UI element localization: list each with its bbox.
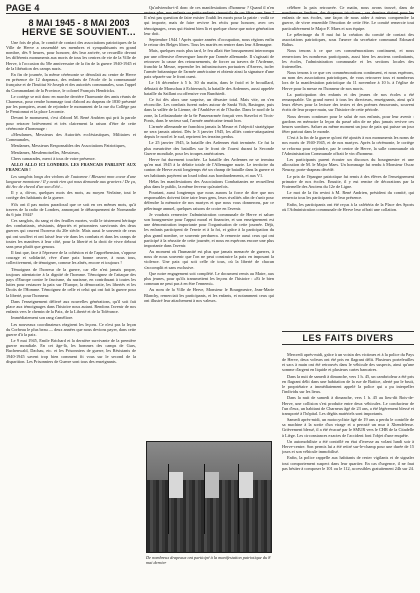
article-column-3 (282, 5, 414, 325)
flag-icon (239, 472, 253, 498)
paragraph: Nous tenons à ce que ces commémorations continuent, et nous remercions les nombreux participants, aussi bien les anciens combattants, les écoles, l'administration communale et les sections locales des fraternelles. (282, 48, 414, 69)
paragraph: Les participants purent écouter un discours du bourgmestre et une allocution de M. le Major Maes. Un hommage fut rendu à Monsieur Oscar Neuray, porte-drapeau décédé. (282, 157, 414, 173)
paragraph: Le 9 mai 1945, Emile Brichard et la dernière survivante de la première guerre mondiale. En cet âge-là, les hommes des camps de Gurs, Buchenwald, Dachau, etc. et les Prisonniers de guerre, les Résistants de 1940-1945 savent trop bien comment fit vous sur le second de la disparition. Les Prisonniers de Guerre sont tous des enseignants. (6, 338, 136, 364)
flag-icon (205, 472, 219, 498)
paragraph: Un automobiliste a été contrôlé en état d'ivresse au volant lundi soir à Herve-centre. Son permis lui a été retiré sur-le-champ pour une durée de 15 jours et son véhicule immobilisé. (282, 438, 414, 455)
paragraph: Herve fut durement touchée. La bataille des Ardennes ne se termina qu'en mai 1945 à la défaite totale de l'Allemagne nazie. Le territoire du canton de Herve avait longtemps été un champ de bataille dans la guerre et ses habitants payèrent un lourd tribut aux bombardements, et aux V1. (144, 157, 274, 178)
paragraph: ALLO ALLO ICI LONDRES. LES FRANCAIS PARLENT AUX FRANCAIS ! (6, 162, 136, 173)
paragraph: Qu'adviendra-t-il donc de ces manifestations d'honneur ? Quand il n'en restera plus, nos enfants ou petits-enfants rieront-ils de ces fêtes sans âme ? Il n'est pas question de faire exister l'oubli les morts pour la patrie : voilà ce qui importe, mais de faire revivre les récits pour honorer, avec ces témoignages, ceux qui étaient bien là et quelque chose que notre génération leur doit. (144, 5, 274, 36)
paragraph: «Mesdames, Messieurs des Autorités ecclésiastiques, Militaires et Communales, (6, 132, 136, 143)
paragraph: La participation des enfants et des jeunes de nos écoles a été remarquable. Un grand merci à tous les directeurs, enseignants, ainsi qu'à leurs élèves pour la lecture des textes et des poèmes émouvants, souvent écrits de leur propre main, sur l'histoire de cette période. (282, 91, 414, 113)
crowd-photo (146, 441, 272, 553)
paragraph: S'ils ont il pas moins paradoxal que ce soit en ces mêmes mots, qu'à travers de la radio de Londres, annonçant le débarquement de Normandie du 6 juin 1944? (6, 201, 136, 217)
paragraph: Le 16 décembre à 5 h. 30 du matin, dans le froid et le brouillard, débutait de Monschau à Echternach, la bataille des Ardennes, aussi appelée bataille du Saillant ou offensive von Rundstedt. (144, 80, 274, 96)
paragraph: Le pèlerinage du 8 mai fut la création du comité de contact des associations patriotiques, sous l'œuvre du secrétaire communal Edouard Baltus. (282, 31, 414, 48)
article-headline-title: HERVE SE SOUVIENT... (22, 27, 136, 38)
paragraph: Mesdames, Messieurs Responsables des Associations Patriotiques, (11, 143, 126, 149)
paragraph: Au moment où l'humanité est plus que jamais menacée de guerres, à nous de nous souvenir que l'on ne peut construire la paix en imposant la violence. Une paix qui soit celle de tous, où la liberté de chacun s'accomplit et sans exclusive. (144, 249, 274, 270)
paragraph: Nous tenons à ce que ces commémorations continuent, et nous espérons, au nom des associations patriotiques, de vous retrouver tous et nombreux lors de la manifestation patriotique du 11 novembre à 10 h. à l'église de Herve pour la messe en l'honneur de nos morts. (282, 70, 414, 91)
paragraph: Chers camarades, merci à tous de votre présence. (11, 155, 96, 161)
paragraph: En fin de journée, la même cérémonie se déroulait au centre de Herve en présence de 12 drapeaux, des enfants de l'école de la communauté française et de l'Institut St-Joseph et des autorités communales, sous l'appel du Commandant de la Province, le colonel François Hendrickx. (6, 72, 136, 93)
paragraph: Témoignez de l'horreur de la guerre, car elle n'est jamais propre, toujours attentatoire à la dignité de l'homme. Témoignez de l'attaque des pays d'Europe contre le fascisme, du nazisme, en contribuant à toutes les luttes pour restaurer la paix sur l'Europe, la démocratie, les libertés et les Droits de l'Homme. Témoignez de celle et celui qui ont fait la guerre pour la liberté, pour l'honneur. (6, 266, 136, 298)
paragraph: Dans l'enseignement délivré aux nouvelles générations, qu'il soit fait place aux témoignages dans l'histoire nous autant. Rendons l'avenir de nos enfants vers le chemin de la Paix, de la Liberté et de la Tolérance. (6, 298, 136, 315)
paragraph: Enfin, les participants ont été reçus à la cafétéria de la Place des Sports où l'Administration communale de Herve leur offrait une collation. (282, 201, 414, 212)
paragraph: Il y a, dit-on, quelques mots des mots, au moyen Verlaine, tout le cortège des habitants de la guerre. (6, 190, 136, 201)
paragraph: Ce fut dès alors une surprise, un désastre total. Mais vite, on s'en réconcilie. Les combats furent rudes autour de Sankt Vith, Bastogne, puis dans la vallée de la Lienne, de l'Amblève et de l'Ourthe. Dans le nord de la zone, la Leibstandarte de la 6e Panzerarmée fonçait vers Stavelot et Trois-Ponts, dans le secteur sud, l'armée américaine tenait bon. (144, 97, 274, 123)
article-column-2 (144, 5, 274, 437)
paragraph: Samedi après-midi, un motocycliste âgé de 19 ans a perdu le contrôle de sa machine à la sortie d'un virage et a percuté un mur à Xhendelesse. Grièvement blessé, il a été évacué par le SMUR vers le CHR de la Citadelle à Liège. Les circonstances exactes de l'accident font l'objet d'une enquête. (282, 417, 414, 438)
paragraph: Mercredi après-midi, grâce à un voisin des victimes et à la police du Pays de Herve, deux voleurs ont été pris en flagrant délit. Plusieurs portefeuilles et sacs à main ont été retrouvés dans le véhicule des suspects, ainsi qu'une somme d'argent en liquide et plusieurs cartes bancaires. (282, 352, 414, 373)
paragraph: Ces sanglots, du sang et des feuilles mortes, voilà le tristement héritage des combattants, résistants, déportés et prisonniers survivants des deux guerres qui crurent l'horreur du 20e siècle. Mais aussi le souvenir de ceux qui ont souffert et ont laissé leur vie dans les combats et dans les camps de toutes les manières à leur côté, pour la liberté et la droit de vivre debout sans peur plutôt que genoux. (6, 218, 136, 249)
article-column-1 (6, 40, 136, 587)
paragraph: Pourtant, aussi longtemps que nous aurons la force de dire que nos responsables doivent faire taire leurs gens, leurs rivalités afin de s'unir pour défendre la mémoire de nos martyrs et que nous vous donnerons, par ce pèlerinage annuel, quelques raisons de croire en l'avenir. (144, 190, 274, 211)
faits-divers-heading: LES FAITS DIVERS (282, 331, 414, 345)
paragraph: Les nouveaux coordinateurs réagirent les leçons. Ce n'est pas la leçon du Corbeau le plus beau — deux années que nous devions payer, dans cette guerre d'à la paix. (6, 321, 136, 337)
paragraph: Septembre 1944 ! Après quatre années d'occupation, nous régions enfin le retour des Belges libres. Tous les mariés en rentrer dans leur Allemagne. (144, 37, 274, 48)
paragraph: célébrer la paix retrouvée. Ce matin, nous avons trouvé, dans de nombreuses fenêtres, des drapeaux tricolores ; ces derniers étaient pour les enfants de nos écoles, une façon de nous aider à mieux comprendre la guerre, de vivre ensemble l'émotion de cette fête. Le comité remercie tout particulièrement le Major F. Maes et son équipe. (282, 5, 414, 31)
paragraph: Immédiatement son rang s'améliore. (11, 315, 74, 321)
paragraph: Devant le monument, c'est d'abord M. René Andrien qui prit la parole pour retracer brièvement et très clairement la raison d'être de cette cérémonie d'hommage : (6, 115, 136, 131)
paragraph: Mesdames, Mesdemoiselles, Messieurs, (11, 149, 80, 155)
page-number: PAGE 4 (6, 3, 40, 13)
paragraph: Je voudrais remercier l'administration communale de Herve et saluer son bourgmestre pour l'appui moral et financier, et son enseignement est une démonstration importante pour l'organisation de cette journée. Déjà, les enfants participent de l'envie et à la foi, et grâce à la participation du plus grand nombre, ce souvenir perdurera. Je remercie aussi ceux qui ont participé à la réussite de cette journée, et nous en espérons encore une plus importante dans l'avenir. (144, 211, 274, 248)
paragraph: Les sanglots longs des violons de l'automne / Blessent mon coeur d'une langueur monotone / Il y avait rien qui nous demande aux graviers / De ça, dit Arc de cheval d'un son d'été... (6, 173, 136, 189)
paragraph: Au nom de la Ville de Herve, Monsieur le Bourgmestre, Jean-Marie Blanchy, remerciait les participants, et les enfants, et notamment ceux qui ont illustré leur attachement à nos valeurs. (144, 287, 274, 303)
paragraph: Dans la nuit de samedi à dimanche, vers 1 h. 45, un cambrioleur a été pris en flagrant délit dans une habitation de la rue de Battice, alerté par le bruit, le propriétaire a immédiatement appelé la police qui a pu interpeller l'individu sur les lieux. (282, 373, 414, 395)
photo-caption: De nombreux drapeaux ont participé à la manifestation patriotique du 8 mai dernier (146, 555, 271, 566)
paragraph: Une fois de plus, le comité de contact des associations patriotiques de la Ville de Herve a rassemblé ses membres et sympathisants en grand nombre, dès 9 heures, pour honorer, dès leur arrivée, se recueillir devant les différents monuments aux morts de tous les centres de vie de la Ville de Herve, à l'occasion du 58e anniversaire de la fin de la guerre 1940-1945 et de la libération des camps nazis. (6, 40, 136, 71)
paragraph: Nous devons continuer pour le salut de nos enfants, pour leur avenir : gardons en mémoire la leçon du passé afin de ne plus jamais revivre ces heures sombres. Saluer au même moment un jour de paix qui puisse un jour fêter partout dans le monde. (282, 113, 414, 135)
paragraph: C'est à la fin de la guerre qu'ont été ajoutés à nos monuments les noms de nos morts de 1940-1945, et de nos martyrs. Après la cérémonie, le cortège se reforma pour rejoindre, par le centre de Herve, la salle communale où l'Administration Communale offrait le vin d'honneur. (282, 135, 414, 156)
paragraph: Le mot de la fin revint à M. René Andrien, président du comité, qui remercia tous les participants de leur présence. (282, 190, 414, 201)
faits-divers-column (282, 352, 414, 588)
paragraph: L'armée allemande ne franchira jamais la Meuse et l'objectif stratégique ne sera jamais atteint. Dès le 3 janvier 1945, les alliés contre-attaquaient depuis le nord et le sud, reprirent les terrains perdus. (144, 123, 274, 140)
article-headline-dates: 8 MAI 1945 - 8 MAI 2003 (28, 18, 130, 28)
paragraph: Il faut que, face à l'épreuve de la cohésion et de l'appréhension, s'oppose courage et solidarité, rêve d'une paix bonne œuvre, à nous tous, collectivement, de témoigner, comme les aînés, encore et toujours ! (6, 250, 136, 266)
paragraph: Le prix de l'épargne patriotique fut remis à des élèves de l'enseignement primaire de nos écoles. Ensuite, il y eut remise de décorations par la Fraternelle des Anciens du 12e de Ligne. (282, 173, 414, 189)
paragraph: Hélas les manifestations des Associations Combattantes ne recueillent plus dans le public, la même ferveur qu'autrefois. (144, 178, 274, 189)
paragraph: Enfin, la police rappelle aux habitants de rester vigilants et de signaler tout comportement suspect dans leur quartier. En cas d'urgence, il ne faut pas hésiter à composer le 101 ou le 112, accessibles gratuitement 24h sur 24. (282, 455, 414, 471)
flag-icon (169, 472, 183, 498)
paragraph: Le cortège se mit donc en marche derrière l'harmonie des amis réunis de Charneux, pour rendre hommage tout d'abord au drapeau de 1830 présenté par les pompiers, avant de rejoindre le monument de la rue du Collège par le Pensionnat et la place Lecomte. (6, 93, 136, 115)
paragraph: Que notre engagement soit complété. Le document remis au Maire, aux plus jeunes, pour qu'ils transmettent les leçons de l'histoire : «Et le bien commun ne peut pas à en être l'ennemi». (144, 270, 274, 287)
paragraph: Le 25 janvier 1945, la bataille des Ardennes était terminée. Ce fut la plus meurtrière des batailles sur le front de l'ouest durant la Seconde Guerre mondiale, pour les troupes américaines. (144, 140, 274, 156)
paragraph: Mais, quelques mois plus tard, le feu allait être brusquement interrompu par une offensive d'envergure lancée par l'armée allemande. Il s'agissait de retrouver la cause des retournements, de forcer au travers de l'Ardenne, franchir la Meuse, reprendre les infrastructures portuaires d'Anvers, isoler l'armée britannique de l'armée américaine et obtenir ainsi la signature d'une paix séparée sur le front ouest. (144, 48, 274, 80)
paragraph: Dans la nuit de samedi à dimanche, vers 1 h. 45 au lieu-dit Bois-de-Herve, une collision s'est produite entre deux véhicules. Le conducteur de l'un d'eux, un habitant de Charneux âgé de 23 ans, a été légèrement blessé et transporté à l'hôpital. Les dégâts matériels sont importants. (282, 395, 414, 416)
